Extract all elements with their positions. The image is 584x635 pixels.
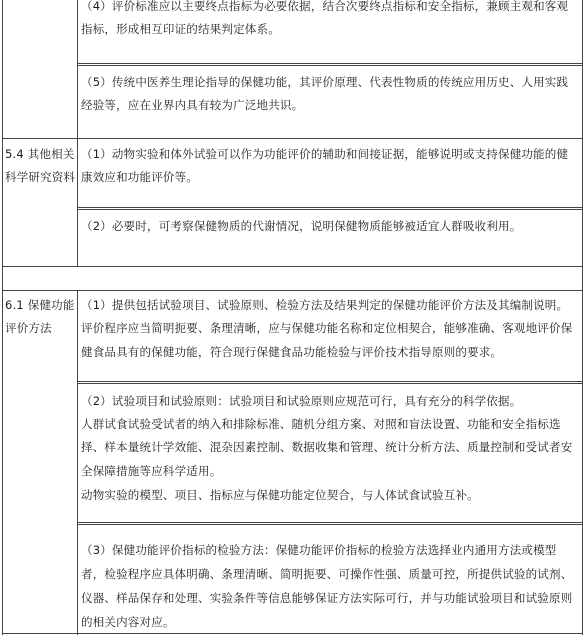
cell-text-line: 择、样本量统计学效能、混杂因素控制、数据收集和管理、统计分析方法、质量控制和受试者安	[81, 440, 573, 454]
row-heading-line: 5.4 其他相关	[5, 147, 75, 161]
row-divider	[77, 207, 583, 208]
cell-text-line: （1）动物实验和体外试验可以作为功能评价的辅助和间接证据，能够说明或支持保健功能的健	[81, 147, 569, 161]
table-column-divider	[77, 0, 78, 267]
cell-text-line: 评价程序应当简明扼要、条理清晰，应与保健功能名称和定位相契合，能够准确、客观地评价保	[81, 321, 573, 335]
cell-text-line: （5）传统中医养生理论指导的保健功能，其评价原理、代表性物质的传统应用历史、人用实践	[81, 75, 569, 89]
cell-text-line: 仪器、样品保存和处理、实验条件等信息能够保证方法实际可行，并与功能试验项目和试验原则	[81, 591, 573, 605]
cell-text-line: 健食品具有的保健功能，符合现行保健食品功能检验与评价技术指导原则的要求。	[81, 345, 503, 359]
cell-text-line: 动物实验的模型、项目、指标应与保健功能定位契合，与人体试食试验互补。	[81, 488, 479, 502]
row-divider	[2, 138, 583, 139]
cell-text-line: 经验等，应在业界内具有较为广泛地共识。	[81, 98, 304, 112]
table-right-border	[582, 0, 583, 635]
cell-text-line: （4）评价标准应以主要终点指标为必要依据，结合次要终点指标和安全指标，兼顾主观和客观	[81, 0, 569, 13]
row-divider	[2, 290, 583, 291]
cell-text-line: （2）必要时，可考察保健物质的代谢情况，说明保健物质能够被适宜人群吸收利用。	[81, 219, 522, 233]
cell-text-line: 康效应和功能评价等。	[81, 170, 198, 184]
row-heading-line: 评价方法	[5, 321, 52, 335]
row-heading-line: 6.1 保健功能	[5, 298, 75, 312]
cell-text-line: （2）试验项目和试验原则：试验项目和试验原则应规范可行，具有充分的科学依据。	[81, 394, 522, 408]
row-divider	[77, 209, 583, 210]
row-divider	[2, 266, 583, 267]
cell-text-line: 指标，形成相互印证的结果判定体系。	[81, 22, 280, 36]
row-divider	[77, 381, 583, 382]
row-divider	[77, 63, 583, 64]
cell-text-line: （3）保健功能评价指标的检验方法：保健功能评价指标的检验方法选择业内通用方法或模型	[81, 543, 557, 557]
table-column-divider	[77, 290, 78, 635]
cell-text-line: 者，检验程序应具体明确、条理清晰、简明扼要、可操作性强、质量可控，所提供试验的试剂、	[81, 567, 573, 581]
cell-text-line: （1）提供包括试验项目、试验原则、检验方法及结果判定的保健功能评价方法及其编制说明。	[81, 298, 569, 312]
table-left-border	[2, 0, 3, 635]
row-divider	[77, 65, 583, 66]
row-divider	[77, 522, 583, 523]
row-divider	[77, 383, 583, 384]
cell-text-line: 人群试食试验受试者的纳入和排除标准、随机分组方案、对照和盲法设置、功能和安全指标选	[81, 417, 561, 431]
row-divider	[77, 524, 583, 525]
row-heading-line: 科学研究资料	[5, 170, 76, 184]
cell-text-line: 的相关内容对应。	[81, 615, 175, 629]
cell-text-line: 全保障措施等应科学适用。	[81, 464, 222, 478]
